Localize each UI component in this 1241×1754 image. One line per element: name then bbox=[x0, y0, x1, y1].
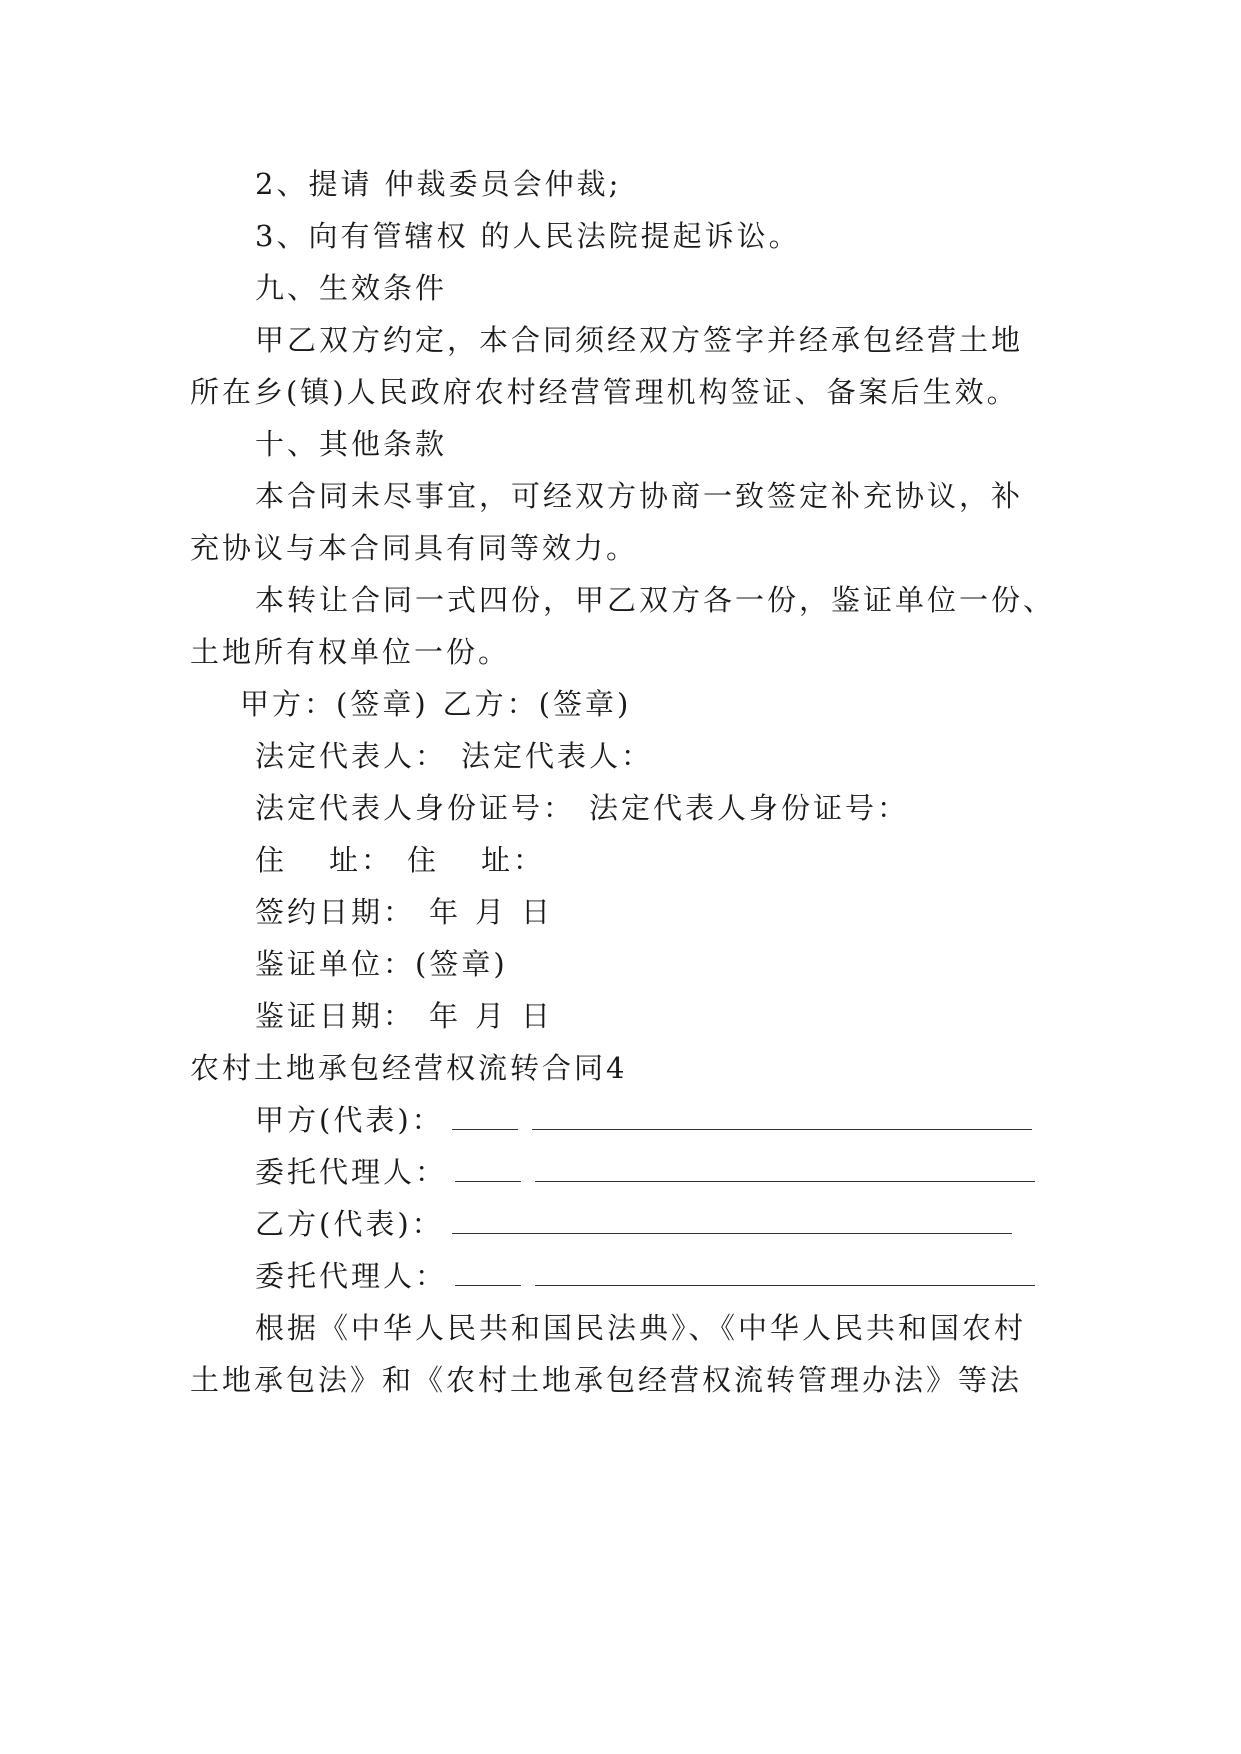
signing-date: 签约日期： 年 月 日 bbox=[255, 895, 554, 929]
signature-id-numbers bbox=[255, 783, 909, 833]
agent-b-label: 委托代理人： bbox=[255, 1259, 448, 1293]
agent-a-blank-long[interactable] bbox=[535, 1159, 1035, 1182]
signature-representatives bbox=[255, 731, 653, 781]
paragraph-other-line2: 充协议与本合同具有同等效力。 bbox=[190, 531, 639, 565]
party-b-address-label: 住 址： bbox=[407, 843, 546, 877]
agent-b-blank-long[interactable] bbox=[535, 1263, 1035, 1286]
paragraph-copies-line2: 土地所有权单位一份。 bbox=[190, 635, 511, 669]
party-b-field bbox=[255, 1199, 1012, 1249]
section-heading-effect: 九、生效条件 bbox=[255, 271, 448, 305]
signature-addresses bbox=[255, 835, 545, 885]
party-a-field bbox=[255, 1095, 1032, 1145]
party-b-representative: 法定代表人： bbox=[461, 739, 654, 773]
party-b-label: 乙方(代表)： bbox=[255, 1207, 444, 1241]
party-a-seal: 甲方：(签章) bbox=[240, 687, 429, 721]
signature-parties bbox=[240, 679, 631, 729]
legal-basis-line1: 根据《中华人民共和国民法典》、《中华人民共和国农村 bbox=[255, 1311, 1027, 1345]
party-b-id-number: 法定代表人身份证号： bbox=[589, 791, 910, 825]
section-heading-other: 十、其他条款 bbox=[255, 427, 448, 461]
agent-a-blank-short[interactable] bbox=[455, 1159, 521, 1182]
contract-4-title: 农村土地承包经营权流转合同4 bbox=[190, 1051, 628, 1085]
agent-a-field bbox=[255, 1147, 1035, 1197]
paragraph-litigation: 3、向有管辖权 的人民法院提起诉讼。 bbox=[255, 219, 801, 253]
party-a-blank-short[interactable] bbox=[452, 1107, 518, 1130]
agent-a-label: 委托代理人： bbox=[255, 1155, 448, 1189]
party-b-seal: 乙方：(签章) bbox=[442, 687, 632, 721]
agent-b-blank-short[interactable] bbox=[455, 1263, 521, 1286]
paragraph-copies-line1: 本转让合同一式四份，甲乙双方各一份，鉴证单位一份、 bbox=[255, 583, 1056, 617]
certification-unit: 鉴证单位：(签章) bbox=[255, 947, 508, 981]
party-a-id-number: 法定代表人身份证号： bbox=[255, 791, 576, 825]
party-b-blank[interactable] bbox=[452, 1211, 1012, 1234]
paragraph-arbitration: 2、提请 仲裁委员会仲裁; bbox=[255, 167, 622, 201]
party-a-label: 甲方(代表)： bbox=[255, 1103, 444, 1137]
legal-basis-line2: 土地承包法》和《农村土地承包经营权流转管理办法》等法 bbox=[190, 1363, 1023, 1397]
paragraph-effect-line2: 所在乡(镇)人民政府农村经营管理机构签证、备案后生效。 bbox=[190, 375, 1019, 409]
paragraph-effect-line1: 甲乙双方约定，本合同须经双方签字并经承包经营土地 bbox=[255, 323, 1024, 357]
party-a-blank-long[interactable] bbox=[532, 1107, 1032, 1130]
agent-b-field bbox=[255, 1251, 1035, 1301]
certification-date: 鉴证日期： 年 月 日 bbox=[255, 999, 554, 1033]
party-a-address-label: 住 址： bbox=[255, 843, 394, 877]
paragraph-other-line1: 本合同未尽事宜，可经双方协商一致签定补充协议，补 bbox=[255, 479, 1024, 513]
party-a-representative: 法定代表人： bbox=[255, 739, 448, 773]
